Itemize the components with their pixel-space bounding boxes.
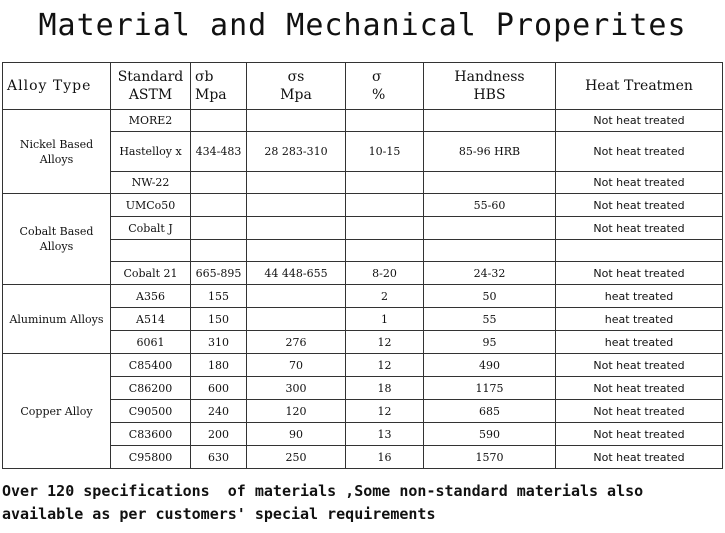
cell-elongation <box>346 172 424 194</box>
cell-hardness: 685 <box>424 400 556 423</box>
cell-hardness <box>424 172 556 194</box>
cell-heat <box>556 240 723 262</box>
cell-standard: A356 <box>111 285 191 308</box>
cell-elongation: 13 <box>346 423 424 446</box>
table-row <box>3 110 723 132</box>
cell-heat: Not heat treated <box>556 446 723 469</box>
table-row <box>3 308 723 331</box>
cell-elongation: 10-15 <box>346 132 424 172</box>
cell-elongation: 1 <box>346 308 424 331</box>
cell-yield <box>247 194 346 217</box>
cell-yield <box>247 217 346 240</box>
table-row <box>3 331 723 354</box>
cell-heat: Not heat treated <box>556 354 723 377</box>
cell-tensile: 200 <box>191 423 247 446</box>
cell-yield: 120 <box>247 400 346 423</box>
cell-tensile: 180 <box>191 354 247 377</box>
cell-tensile <box>191 194 247 217</box>
cell-hardness: 55 <box>424 308 556 331</box>
table-row <box>3 262 723 285</box>
cell-yield: 276 <box>247 331 346 354</box>
cell-hardness: 95 <box>424 331 556 354</box>
header-tensile: σb Mpa <box>191 63 247 110</box>
cell-standard: C86200 <box>111 377 191 400</box>
group-cobalt: Cobalt Based Alloys <box>3 194 111 285</box>
cell-heat: Not heat treated <box>556 217 723 240</box>
cell-standard: C95800 <box>111 446 191 469</box>
table-row <box>3 446 723 469</box>
cell-tensile <box>191 217 247 240</box>
cell-yield: 300 <box>247 377 346 400</box>
cell-heat: Not heat treated <box>556 423 723 446</box>
header-alloy-type: Alloy Type <box>3 63 111 110</box>
table-row <box>3 217 723 240</box>
cell-hardness: 1175 <box>424 377 556 400</box>
cell-elongation <box>346 240 424 262</box>
cell-hardness: 1570 <box>424 446 556 469</box>
table-row <box>3 194 723 217</box>
table-row <box>3 240 723 262</box>
cell-heat: Not heat treated <box>556 194 723 217</box>
cell-yield <box>247 172 346 194</box>
cell-elongation <box>346 110 424 132</box>
cell-standard: MORE2 <box>111 110 191 132</box>
cell-hardness <box>424 217 556 240</box>
cell-heat: Not heat treated <box>556 110 723 132</box>
header-elongation: σ % <box>346 63 424 110</box>
cell-standard: A514 <box>111 308 191 331</box>
group-copper: Copper Alloy <box>3 354 111 469</box>
cell-elongation: 18 <box>346 377 424 400</box>
cell-standard: C83600 <box>111 423 191 446</box>
cell-tensile: 630 <box>191 446 247 469</box>
cell-hardness: 490 <box>424 354 556 377</box>
cell-tensile: 310 <box>191 331 247 354</box>
cell-yield: 44 448-655 <box>247 262 346 285</box>
table-row <box>3 285 723 308</box>
cell-hardness: 590 <box>424 423 556 446</box>
cell-heat: heat treated <box>556 285 723 308</box>
cell-standard: Hastelloy x <box>111 132 191 172</box>
cell-yield: 90 <box>247 423 346 446</box>
table-row <box>3 132 723 172</box>
cell-standard: NW-22 <box>111 172 191 194</box>
cell-hardness <box>424 240 556 262</box>
cell-hardness: 24-32 <box>424 262 556 285</box>
footer-note: Over 120 specifications of materials ,Some non-standard materials also available as per customers' special requirements <box>2 482 653 523</box>
properties-table <box>2 62 723 469</box>
cell-tensile: 434-483 <box>191 132 247 172</box>
header-yield: σs Mpa <box>247 63 346 110</box>
group-nickel: Nickel Based Alloys <box>3 110 111 194</box>
cell-yield: 250 <box>247 446 346 469</box>
cell-elongation: 12 <box>346 400 424 423</box>
cell-tensile: 150 <box>191 308 247 331</box>
cell-hardness <box>424 110 556 132</box>
cell-standard <box>111 240 191 262</box>
cell-standard: Cobalt 21 <box>111 262 191 285</box>
cell-hardness: 50 <box>424 285 556 308</box>
header-standard: Standard ASTM <box>111 63 191 110</box>
table-row <box>3 172 723 194</box>
cell-yield <box>247 285 346 308</box>
cell-tensile <box>191 240 247 262</box>
cell-elongation <box>346 194 424 217</box>
cell-heat: Not heat treated <box>556 132 723 172</box>
cell-tensile: 665-895 <box>191 262 247 285</box>
cell-tensile <box>191 110 247 132</box>
cell-tensile: 600 <box>191 377 247 400</box>
table-row <box>3 423 723 446</box>
cell-hardness: 85-96 HRB <box>424 132 556 172</box>
cell-elongation: 16 <box>346 446 424 469</box>
cell-heat: Not heat treated <box>556 172 723 194</box>
cell-standard: Cobalt J <box>111 217 191 240</box>
cell-yield <box>247 308 346 331</box>
cell-heat: Not heat treated <box>556 262 723 285</box>
cell-yield <box>247 110 346 132</box>
cell-tensile: 155 <box>191 285 247 308</box>
cell-standard: UMCo50 <box>111 194 191 217</box>
cell-tensile <box>191 172 247 194</box>
cell-hardness: 55-60 <box>424 194 556 217</box>
group-aluminum: Aluminum Alloys <box>3 285 111 354</box>
cell-heat: Not heat treated <box>556 377 723 400</box>
table-row <box>3 354 723 377</box>
cell-standard: 6061 <box>111 331 191 354</box>
cell-standard: C85400 <box>111 354 191 377</box>
cell-yield <box>247 240 346 262</box>
cell-standard: C90500 <box>111 400 191 423</box>
cell-elongation: 12 <box>346 331 424 354</box>
cell-elongation <box>346 217 424 240</box>
cell-elongation: 2 <box>346 285 424 308</box>
cell-elongation: 8-20 <box>346 262 424 285</box>
cell-elongation: 12 <box>346 354 424 377</box>
cell-yield: 70 <box>247 354 346 377</box>
page-title: Material and Mechanical Properites <box>38 8 687 43</box>
header-row <box>3 63 723 110</box>
cell-tensile: 240 <box>191 400 247 423</box>
table-row <box>3 377 723 400</box>
cell-heat: heat treated <box>556 308 723 331</box>
cell-heat: Not heat treated <box>556 400 723 423</box>
cell-yield: 28 283-310 <box>247 132 346 172</box>
cell-heat: heat treated <box>556 331 723 354</box>
table-row <box>3 400 723 423</box>
header-hardness: Handness HBS <box>424 63 556 110</box>
header-heat-treatment: Heat Treatmen <box>556 63 723 110</box>
